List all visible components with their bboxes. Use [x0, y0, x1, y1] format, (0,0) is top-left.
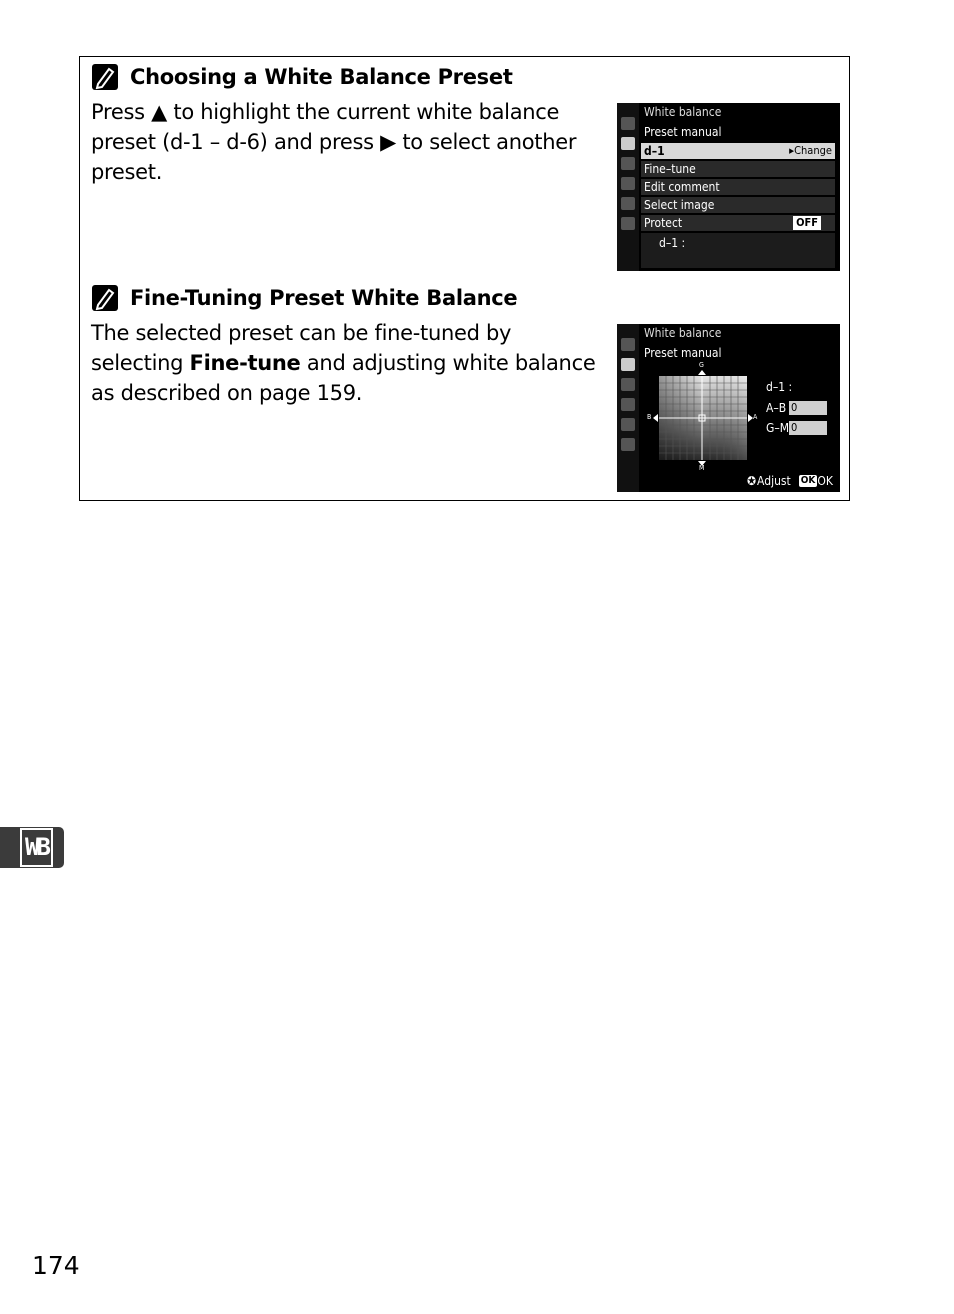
adjust-label: Adjust — [757, 474, 791, 488]
menu-row-label: d–1 — [644, 144, 665, 158]
preset-comment-area — [641, 233, 835, 268]
setup-menu-icon — [621, 177, 635, 190]
white-balance-grid — [647, 366, 759, 468]
retouch-menu-icon — [621, 418, 635, 431]
body-text: The selected preset can be fine-tuned by selecting — [91, 321, 512, 375]
ab-label: A–B — [766, 401, 787, 415]
camera-menu-screenshot-fine-tune — [617, 324, 840, 492]
axis-label-g: G — [699, 361, 704, 369]
ab-value-field: 0 — [789, 401, 827, 415]
menu-row-select-image — [641, 197, 835, 213]
gm-value-field: 0 — [789, 421, 827, 435]
menu-side-bar — [617, 103, 639, 271]
axis-label-m: M — [699, 464, 705, 472]
custom-settings-icon — [621, 378, 635, 391]
gm-label: G–M — [766, 421, 790, 435]
white-balance-tab-icon — [23, 831, 61, 864]
ok-button-icon: OK — [800, 475, 816, 486]
screen-subtitle: Preset manual — [644, 346, 722, 360]
note-heading-preset — [92, 63, 513, 91]
page-number: 174 — [32, 1251, 80, 1280]
note-body-preset — [91, 97, 606, 187]
screen-title: White balance — [644, 105, 722, 119]
multi-selector-icon: ✪ — [747, 474, 757, 488]
menu-side-bar — [617, 324, 639, 492]
playback-menu-icon — [621, 338, 635, 351]
pencil-note-icon — [92, 64, 118, 90]
menu-row-fine-tune — [641, 161, 835, 177]
retouch-menu-icon — [621, 197, 635, 210]
change-label: ▸Change — [789, 144, 832, 157]
white-balance-tab-label: WB — [23, 831, 50, 864]
my-menu-icon — [621, 438, 635, 451]
note-title-preset: Choosing a White Balance Preset — [130, 65, 513, 89]
axis-label-b: B — [647, 413, 652, 421]
note-box — [79, 56, 850, 501]
my-menu-icon — [621, 217, 635, 230]
note-title-fine-tune: Fine-Tuning Preset White Balance — [130, 286, 518, 310]
playback-menu-icon — [621, 117, 635, 130]
axis-label-a: A — [753, 413, 758, 421]
shooting-menu-icon — [621, 137, 635, 150]
body-text: to highlight the current white balance preset (d-1 – d-6) and press — [91, 100, 560, 154]
preset-comment-label: d–1 : — [659, 236, 686, 250]
body-text: and adjusting white balance as described on page 159. — [91, 351, 596, 405]
menu-row-label: Select image — [644, 198, 715, 212]
ok-label: OK — [817, 474, 833, 488]
setup-menu-icon — [621, 398, 635, 411]
protect-off-badge: OFF — [793, 216, 821, 230]
menu-row-protect — [641, 215, 835, 231]
screen-subtitle: Preset manual — [644, 125, 722, 139]
right-arrow-icon: ▶ — [380, 130, 396, 154]
note-heading-fine-tune — [92, 284, 517, 312]
up-arrow-icon: ▲ — [151, 100, 168, 124]
custom-settings-icon — [621, 157, 635, 170]
shooting-menu-icon — [621, 358, 635, 371]
fine-tune-bold-term: Fine-tune — [189, 351, 301, 375]
note-body-fine-tune — [91, 318, 606, 408]
menu-row-d1 — [641, 143, 835, 159]
preset-label: d–1 : — [766, 380, 793, 394]
screen-footer — [747, 474, 833, 488]
menu-row-edit-comment — [641, 179, 835, 195]
menu-row-label: Protect — [644, 216, 683, 230]
menu-row-label: Edit comment — [644, 180, 720, 194]
camera-menu-screenshot-preset — [617, 103, 840, 271]
body-text: Press — [91, 100, 152, 124]
body-text: to select another preset. — [91, 130, 577, 184]
menu-row-label: Fine–tune — [644, 162, 696, 176]
chapter-tab-white-balance — [0, 827, 64, 868]
pencil-note-icon — [92, 285, 118, 311]
screen-title: White balance — [644, 326, 722, 340]
